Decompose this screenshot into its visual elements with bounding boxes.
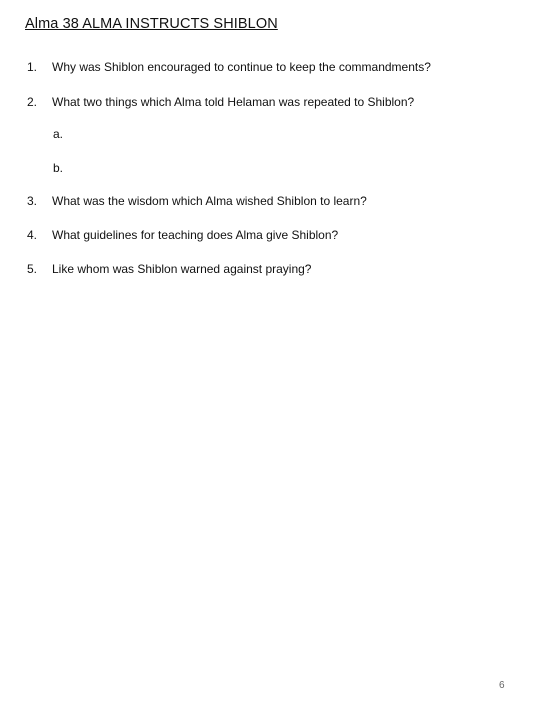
question-number: 4. xyxy=(27,228,38,242)
question-text: What was the wisdom which Alma wished Shiblon to learn? xyxy=(52,194,367,208)
question-text: What two things which Alma told Helaman was repeated to Shiblon? xyxy=(52,95,415,109)
question-text: Why was Shiblon encouraged to continue to keep the commandments? xyxy=(52,60,431,74)
question-number: 5. xyxy=(27,262,38,276)
question-number: 2. xyxy=(27,95,38,109)
page-number: 6 xyxy=(499,680,505,691)
question-number: 1. xyxy=(27,60,38,74)
question-text: Like whom was Shiblon warned against praying? xyxy=(52,262,312,276)
sub-item-a: a. xyxy=(53,127,64,141)
page-title: Alma 38 ALMA INSTRUCTS SHIBLON xyxy=(25,16,278,32)
sub-item-b: b. xyxy=(53,161,64,175)
question-text: What guidelines for teaching does Alma give Shiblon? xyxy=(52,228,339,242)
question-number: 3. xyxy=(27,194,38,208)
